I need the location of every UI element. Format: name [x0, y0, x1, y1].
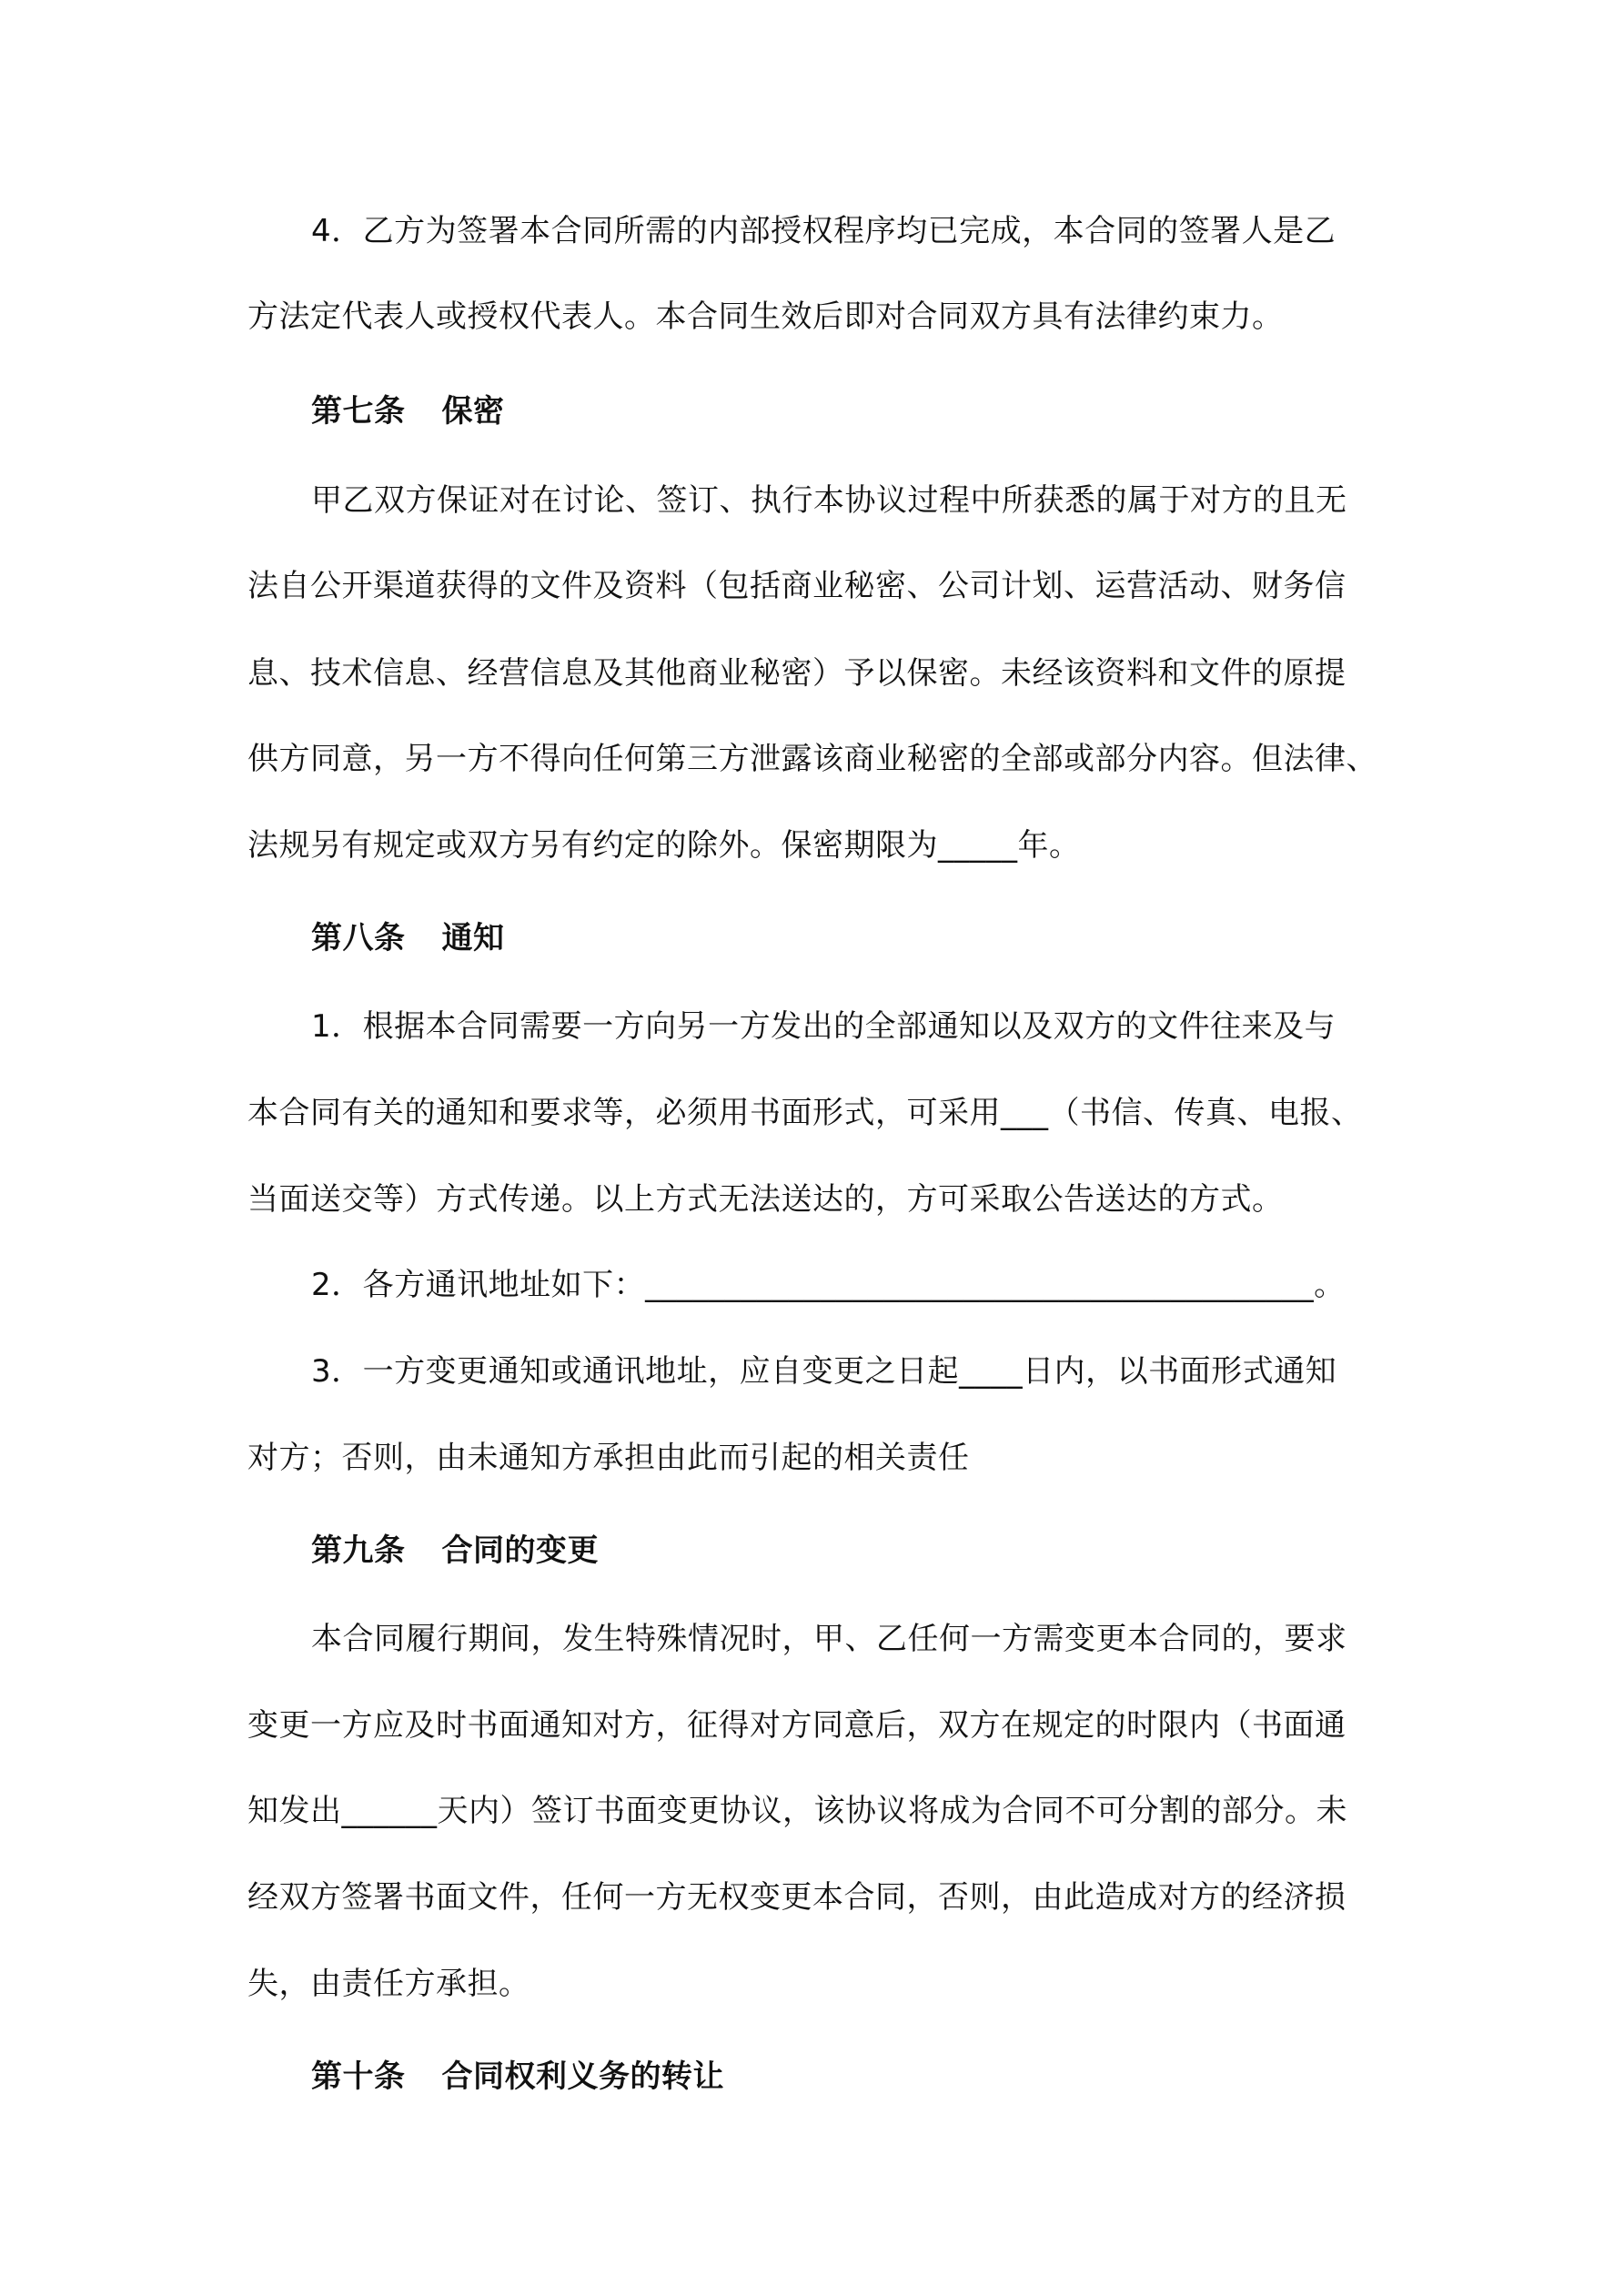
article-9-title: 合同的变更 — [441, 1532, 599, 1569]
article-7-number: 第七条 — [311, 393, 406, 430]
article-8-heading — [311, 918, 505, 958]
article-7-line-5: 法规另有规定或双方另有约定的除外。保密期限为_____年。 — [247, 827, 1081, 864]
article-10-heading — [311, 2057, 724, 2097]
article-7-line-1: 甲乙双方保证对在讨论、签订、执行本协议过程中所获悉的属于对方的且无 — [311, 482, 1347, 519]
article-8-number: 第八条 — [311, 920, 406, 956]
clause-8-1-line-2: 本合同有关的通知和要求等，必须用书面形式，可采用___（书信、传真、电报、 — [247, 1095, 1363, 1131]
clause-6-4-line-1: 4．乙方为签署本合同所需的内部授权程序均已完成，本合同的签署人是乙 — [311, 213, 1337, 249]
article-7-title: 保密 — [441, 393, 505, 430]
article-7-line-3: 息、技术信息、经营信息及其他商业秘密）予以保密。未经该资料和文件的原提 — [247, 655, 1347, 692]
article-9-number: 第九条 — [311, 1532, 406, 1569]
article-9-line-4: 经双方签署书面文件，任何一方无权变更本合同，否则，由此造成对方的经济损 — [247, 1879, 1347, 1916]
clause-8-2-line-1: 2．各方通讯地址如下：__________________________________________。 — [311, 1267, 1346, 1303]
article-9-heading — [311, 1531, 599, 1571]
article-7-heading — [311, 391, 505, 431]
article-7-line-2: 法自公开渠道获得的文件及资料（包括商业秘密、公司计划、运营活动、财务信 — [247, 568, 1347, 604]
article-9-line-1: 本合同履行期间，发生特殊情况时，甲、乙任何一方需变更本合同的，要求 — [311, 1621, 1347, 1657]
article-10-title: 合同权利义务的转让 — [441, 2058, 724, 2095]
article-10-number: 第十条 — [311, 2058, 406, 2095]
article-9-line-2: 变更一方应及时书面通知对方，征得对方同意后，双方在规定的时限内（书面通 — [247, 1707, 1347, 1744]
article-7-line-4: 供方同意，另一方不得向任何第三方泄露该商业秘密的全部或部分内容。但法律、 — [247, 741, 1377, 777]
article-9-line-5: 失，由责任方承担。 — [247, 1966, 530, 2002]
clause-8-1-line-1: 1．根据本合同需要一方向另一方发出的全部通知以及双方的文件往来及与 — [311, 1008, 1337, 1045]
article-9-line-3: 知发出______天内）签订书面变更协议，该协议将成为合同不可分割的部分。未 — [247, 1793, 1347, 1829]
article-8-title: 通知 — [441, 920, 505, 956]
clause-8-3-line-1: 3．一方变更通知或通讯地址，应自变更之日起____日内，以书面形式通知 — [311, 1353, 1337, 1390]
clause-6-4-line-2: 方法定代表人或授权代表人。本合同生效后即对合同双方具有法律约束力。 — [247, 298, 1284, 335]
clause-8-3-line-2: 对方；否则，由未通知方承担由此而引起的相关责任 — [247, 1440, 970, 1476]
clause-8-1-line-3: 当面送交等）方式传递。以上方式无法送达的，方可采取公告送达的方式。 — [247, 1181, 1284, 1218]
